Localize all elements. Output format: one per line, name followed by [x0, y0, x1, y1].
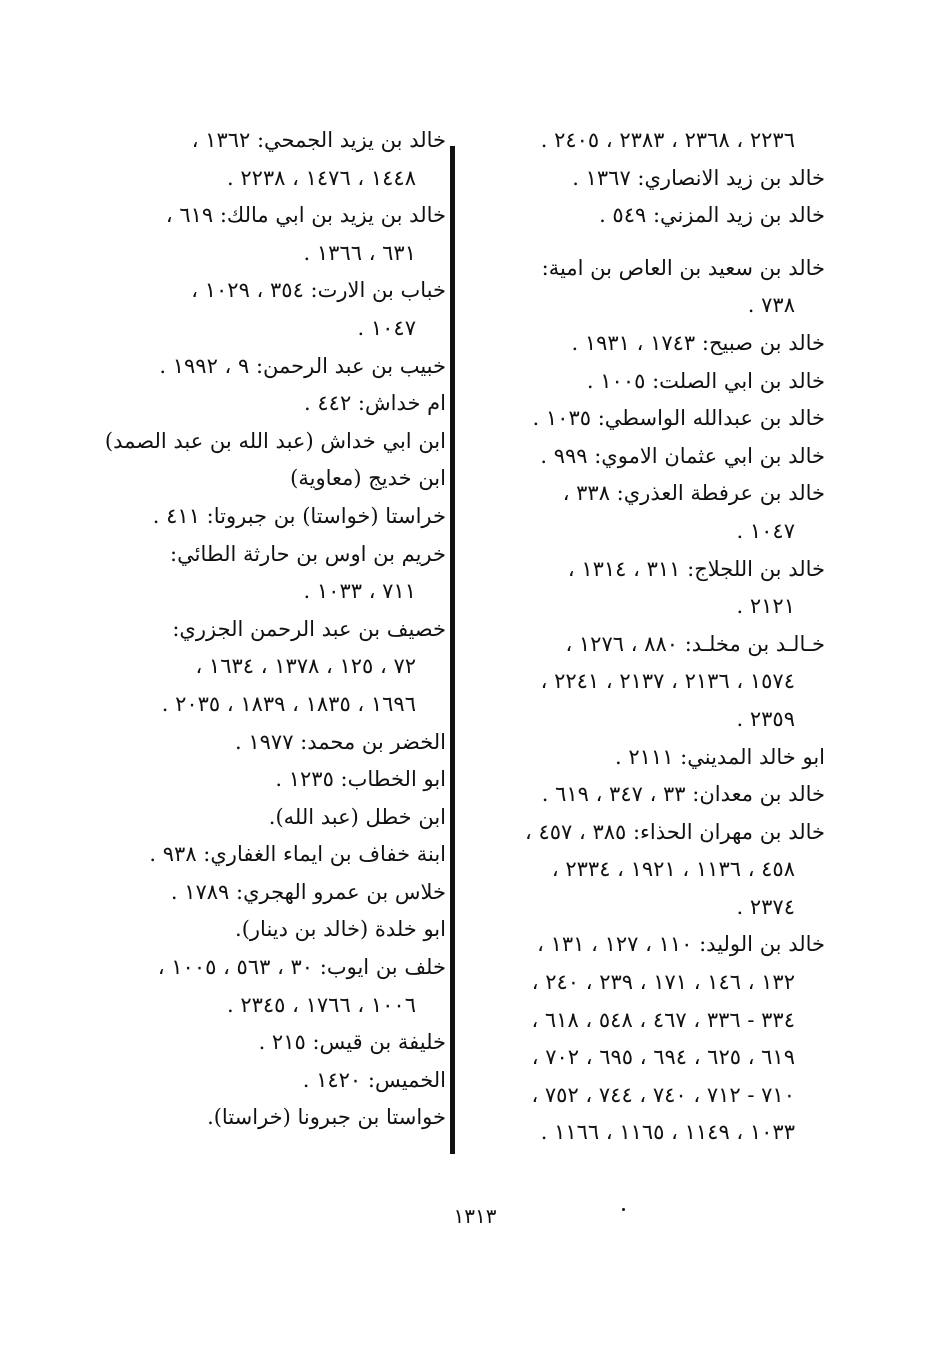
index-entry-line: ٧١٠ - ٧١٢ ، ٧٤٠ ، ٧٤٤ ، ٧٥٢ ، [531, 1082, 795, 1107]
index-entry-line: ١٣٢ ، ١٤٦ ، ١٧١ ، ٢٣٩ ، ٢٤٠ ، [531, 970, 795, 995]
index-entry-line: ٣٣٤ - ٣٣٦ ، ٤٦٧ ، ٥٤٨ ، ٦١٨ ، [531, 1007, 795, 1032]
index-entry-line: ٦٣١ ، ١٣٦٦ . [303, 240, 416, 265]
index-entry-line: خالد بن يزيد بن ابي مالك: ٦١٩ ، [165, 203, 446, 228]
index-entry-line: ابن خديج (معاوية) [290, 466, 446, 491]
index-entry-line: خبيب بن عبد الرحمن: ٩ ، ١٩٩٢ . [159, 353, 446, 378]
index-entry-line: ام خداش: ٤٤٢ . [304, 391, 446, 416]
index-entry-line: ابو خلدة (خالد بن دينار). [235, 917, 446, 942]
index-entry-line: ابن خطل (عبد الله). [268, 804, 446, 829]
index-entry-line: خالد بن عرفطة العذري: ٣٣٨ ، [562, 481, 825, 506]
index-entry-line: خالد بن ابي الصلت: ١٠٠٥ . [586, 368, 825, 393]
index-entry-line: خالد بن زيد الانصاري: ١٣٦٧ . [572, 165, 825, 190]
index-entry-line: خالد بن اللجلاج: ٣١١ ، ١٣١٤ ، [567, 556, 825, 581]
index-entry-line: خليفة بن قيس: ٢١٥ . [258, 1030, 446, 1055]
index-entry-line: ٦١٩ ، ٦٢٥ ، ٦٩٤ ، ٦٩٥ ، ٧٠٢ ، [531, 1045, 795, 1070]
index-entry-line: ١٠٤٧ . [357, 315, 416, 340]
index-entry-line: خالد بن سعيد بن العاص بن امية: [541, 255, 825, 280]
index-entry-line: ٤٥٨ ، ١١٣٦ ، ١٩٢١ ، ٢٣٣٤ ، [551, 857, 795, 882]
index-entry-line: خالد بن يزيد الجمحي: ١٣٦٢ ، [191, 128, 446, 152]
index-entry-line: خالد بن عبدالله الواسطي: ١٠٣٥ . [532, 406, 825, 431]
index-entry-line: خباب بن الارت: ٣٥٤ ، ١٠٢٩ ، [191, 278, 446, 303]
index-entry-line: ١٤٤٨ ، ١٤٧٦ ، ٢٢٣٨ . [226, 165, 416, 190]
column-divider [450, 146, 455, 1154]
index-entry-line: ابنة خفاف بن ايماء الغفاري: ٩٣٨ . [149, 842, 446, 867]
index-entry-line: ١٠٤٧ . [736, 518, 795, 543]
left-index-column [96, 122, 446, 1137]
index-entry-line: خلف بن ايوب: ٣٠ ، ٥٦٣ ، ١٠٠٥ ، [157, 955, 446, 980]
index-entry-line: الخضر بن محمد: ١٩٧٧ . [235, 729, 446, 754]
index-entry-line: الخميس: ١٤٢٠ . [302, 1067, 446, 1092]
index-entry-line: خـالـد بن مخلـد: ٨٨٠ ، ١٢٧٦ ، [565, 631, 825, 656]
index-entry-line: ٧٣٨ . [747, 293, 795, 318]
right-index-column [495, 122, 825, 1152]
page-number: ١٣١٣ [453, 1204, 497, 1228]
index-entry-line: خالد بن صبيح: ١٧٤٣ ، ١٩٣١ . [571, 330, 825, 355]
index-entry-line: خواستا بن جبرونا (خراستا). [207, 1105, 446, 1130]
index-entry-line: خريم بن اوس بن حارثة الطائي: [170, 541, 446, 566]
index-entry-line: ٢٢٣٦ ، ٢٣٦٨ ، ٢٣٨٣ ، ٢٤٠٥ . [540, 128, 795, 152]
index-entry-line: ١٥٧٤ ، ٢١٣٦ ، ٢١٣٧ ، ٢٢٤١ ، [540, 669, 795, 694]
index-entry-line: ابو خالد المديني: ٢١١١ . [615, 744, 825, 769]
index-entry-line: ١٠٣٣ ، ١١٤٩ ، ١١٦٥ ، ١١٦٦ . [540, 1120, 795, 1145]
index-entry-line: ابو الخطاب: ١٢٣٥ . [275, 767, 446, 792]
index-entry-line: ٧١١ ، ١٠٣٣ . [303, 579, 416, 604]
index-entry-line: خراستا (خواستا) بن جبروتا: ٤١١ . [152, 503, 446, 528]
index-entry-line: ابن ابي خداش (عبد الله بن عبد الصمد) [104, 428, 446, 453]
index-entry-line: ٢٣٥٩ . [736, 706, 795, 731]
index-entry-line: ١٠٠٦ ، ١٧٦٦ ، ٢٣٤٥ . [226, 992, 416, 1017]
index-entry-line: خالد بن معدان: ٣٣ ، ٣٤٧ ، ٦١٩ . [541, 782, 825, 807]
index-entry-line: خصيف بن عبد الرحمن الجزري: [172, 616, 446, 641]
index-entry-line: ١٦٩٦ ، ١٨٣٥ ، ١٨٣٩ ، ٢٠٣٥ . [161, 691, 416, 716]
index-entry-line: خلاس بن عمرو الهجري: ١٧٨٩ . [170, 879, 446, 904]
index-entry-line: خالد بن ابي عثمان الاموي: ٩٩٩ . [540, 443, 825, 468]
index-entry-line: ٢١٢١ . [736, 594, 795, 619]
index-entry-line: ٧٢ ، ١٢٥ ، ١٣٧٨ ، ١٦٣٤ ، [195, 654, 416, 679]
index-entry-line: ٢٣٧٤ . [736, 894, 795, 919]
index-entry-line: خالد بن مهران الحذاء: ٣٨٥ ، ٤٥٧ ، [525, 819, 825, 844]
index-entry-line: خالد بن الوليد: ١١٠ ، ١٢٧ ، ١٣١ ، [537, 932, 825, 957]
index-entry-line: خالد بن زيد المزني: ٥٤٩ . [599, 203, 825, 228]
